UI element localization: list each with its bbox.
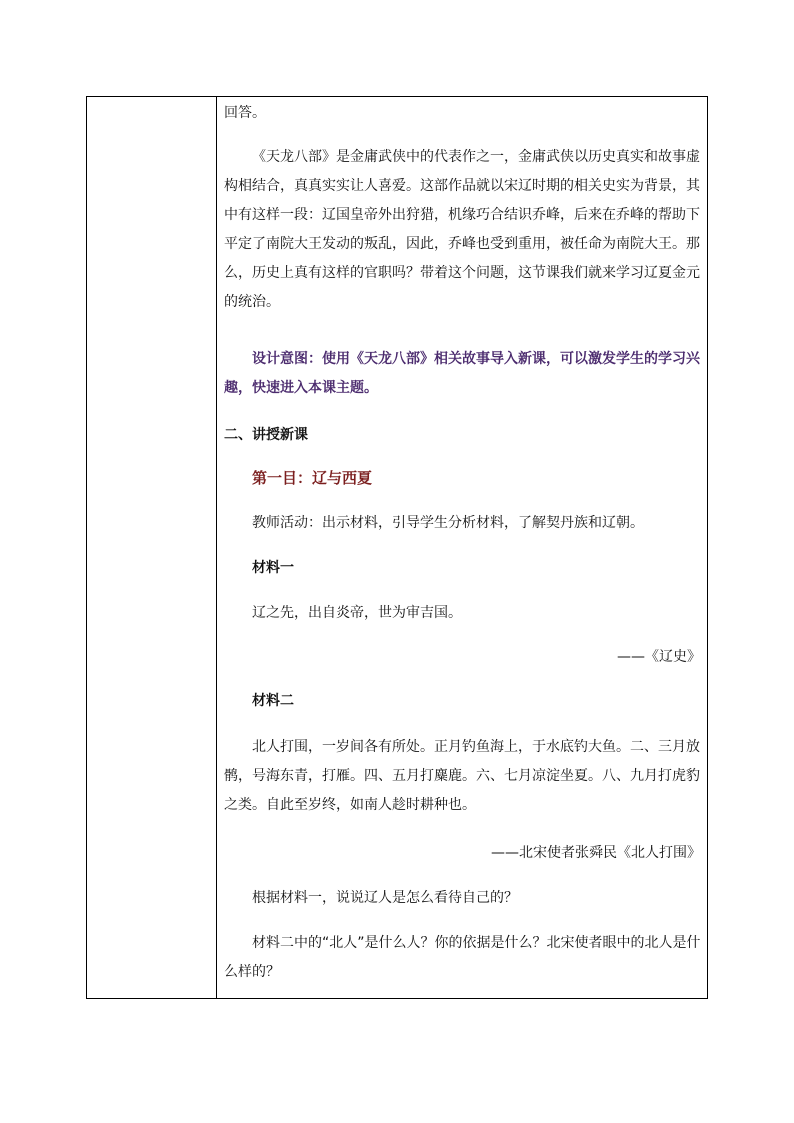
- table-content-column: [217, 97, 707, 998]
- question-1: 根据材料一，说说辽人是怎么看待自己的？: [252, 890, 518, 906]
- design-intent: 设计意图：使用《天龙八部》相关故事导入新课，可以激发学生的学习兴趣，快速进入本课主题。: [224, 351, 700, 396]
- intro-paragraph: 《天龙八部》是金庸武侠中的代表作之一，金庸武侠以历史真实和故事虚构相结合，真真实实让人喜爱。这部作品就以宋辽时期的相关史实为背景，其中有这样一段：辽国皇帝外出狩猎，机缘巧合结识乔峰，后来在乔峰的帮助下平定了南院大王发动的叛乱，因此，乔峰也受到重用，被任命为南院大王。那么，历史上真有这样的官职吗？带着这个问题，这节课我们就来学习辽夏金元的统治。: [224, 149, 700, 310]
- table-left-column: [87, 97, 217, 998]
- teacher-activity: 教师活动：出示材料，引导学生分析材料，了解契丹族和辽朝。: [252, 515, 644, 531]
- sub-heading: 第一目：辽与西夏: [252, 469, 373, 487]
- lesson-table: [86, 96, 708, 999]
- answer-text: 回答。: [224, 105, 266, 121]
- question-2: 材料二中的“北人”是什么人？你的依据是什么？北宋使者眼中的北人是什么样的？: [224, 935, 701, 980]
- material2-text: 北人打围，一岁间各有所处。正月钓鱼海上，于水底钓大鱼。二、三月放鹘，号海东青，打雁。四、五月打麋鹿。六、七月凉淀坐夏。八、九月打虎豹之类。自此至岁终，如南人趁时耕种也。: [224, 739, 700, 813]
- material1-title: 材料一: [252, 560, 294, 576]
- material2-title: 材料二: [252, 693, 294, 709]
- section-heading: 二、讲授新课: [224, 427, 308, 443]
- material1-source: ——《辽史》: [617, 649, 701, 665]
- material2-source: ——北宋使者张舜民《北人打围》: [491, 845, 701, 861]
- material1-text: 辽之先，出自炎帝，世为审吉国。: [252, 605, 462, 621]
